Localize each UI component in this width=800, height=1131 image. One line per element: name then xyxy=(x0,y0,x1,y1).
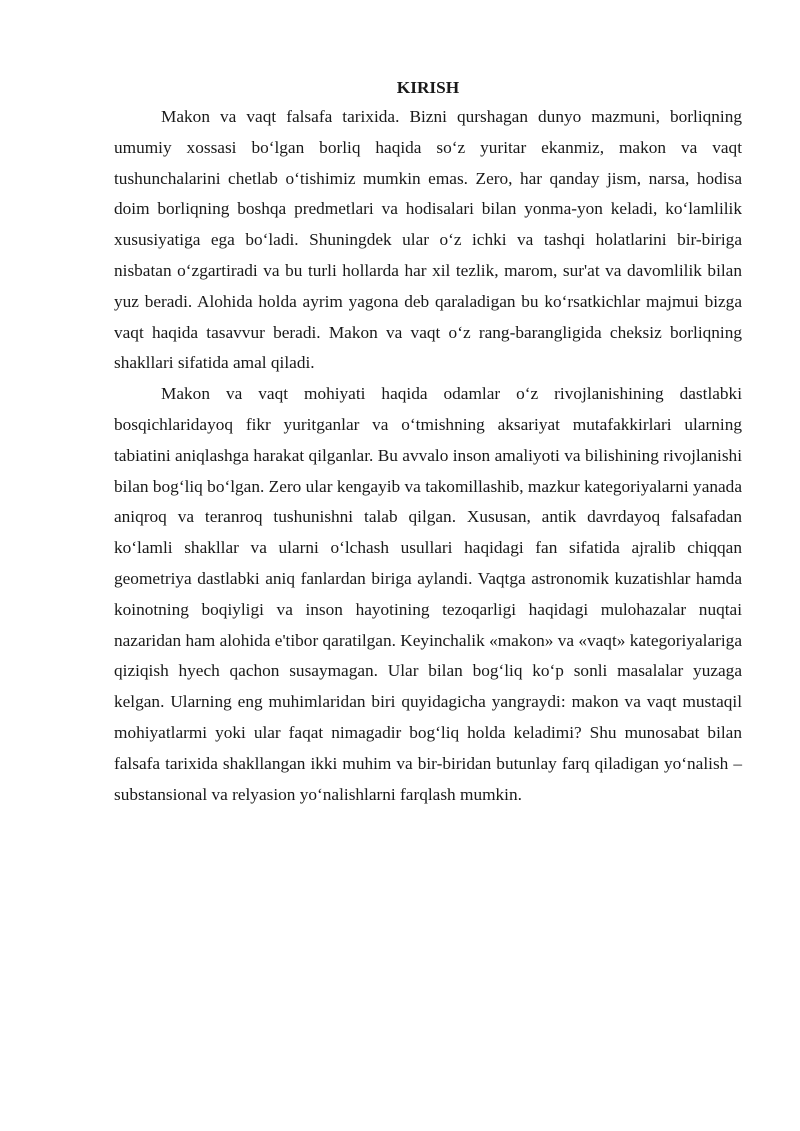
paragraph-2: Makon va vaqt mohiyati haqida odamlar oʻz rivojlanishining dastlabki bosqichlaridayoq fikr yuritganlar va oʻtmishning aksariyat mutafakkirlari ularning tabiatini aniqlashga harakat qilganlar. Bu avvalo inson amaliyoti va bilishining rivojlanishi bilan bogʻliq boʻlgan. Zero ular kengayib va takomillashib, mazkur kategoriyalarni yanada aniqroq va teranroq tushunishni talab qilgan. Xususan, antik davrdayoq falsafadan koʻlamli shakllar va ularni oʻlchash usullari haqidagi fan sifatida ajralib chiqqan geometriya dastlabki aniq fanlardan biriga aylandi. Vaqtga astronomik kuzatishlar hamda koinotning boqiyligi va inson hayotining tezoqarligi haqidagi mulohazalar nuqtai nazaridan ham alohida e'tibor qaratilgan. Keyinchalik «makon» va «vaqt» kategoriyalariga qiziqish hyech qachon susaymagan. Ular bilan bogʻliq koʻp sonli masalalar yuzaga kelgan. Ularning eng muhimlaridan biri quyidagicha yangraydi: makon va vaqt mustaqil mohiyatlarmi yoki ular faqat nimagadir bogʻliq holda keladimi? Shu munosabat bilan falsafa tarixida shakllangan ikki muhim va bir-biridan butunlay farq qiladigan yoʻnalish – substansional va relyasion yoʻnalishlarni farqlash mumkin. xyxy=(114,384,742,804)
document-title: KIRISH xyxy=(396,78,460,97)
paragraph-1: Makon va vaqt falsafa tarixida. Bizni qurshagan dunyo mazmuni, borliqning umumiy xossasi boʻlgan borliq haqida soʻz yuritar ekanmiz, makon va vaqt tushunchalarini chetlab oʻtishimiz mumkin emas. Zero, har qanday jism, narsa, hodisa doim borliqning boshqa predmetlari va hodisalari bilan yonma-yon keladi, koʻlamlilik xususiyatiga ega boʻladi. Shuningdek ular oʻz ichki va tashqi holatlarini bir-biriga nisbatan oʻzgartiradi va bu turli hollarda har xil tezlik, marom, sur'at va davomlilik bilan yuz beradi. Alohida holda ayrim yagona deb qaraladigan bu koʻrsatkichlar majmui bizga vaqt haqida tasavvur beradi. Makon va vaqt oʻz rang-barangligida cheksiz borliqning shakllari sifatida amal qiladi. xyxy=(114,107,742,373)
document-body xyxy=(114,76,742,810)
